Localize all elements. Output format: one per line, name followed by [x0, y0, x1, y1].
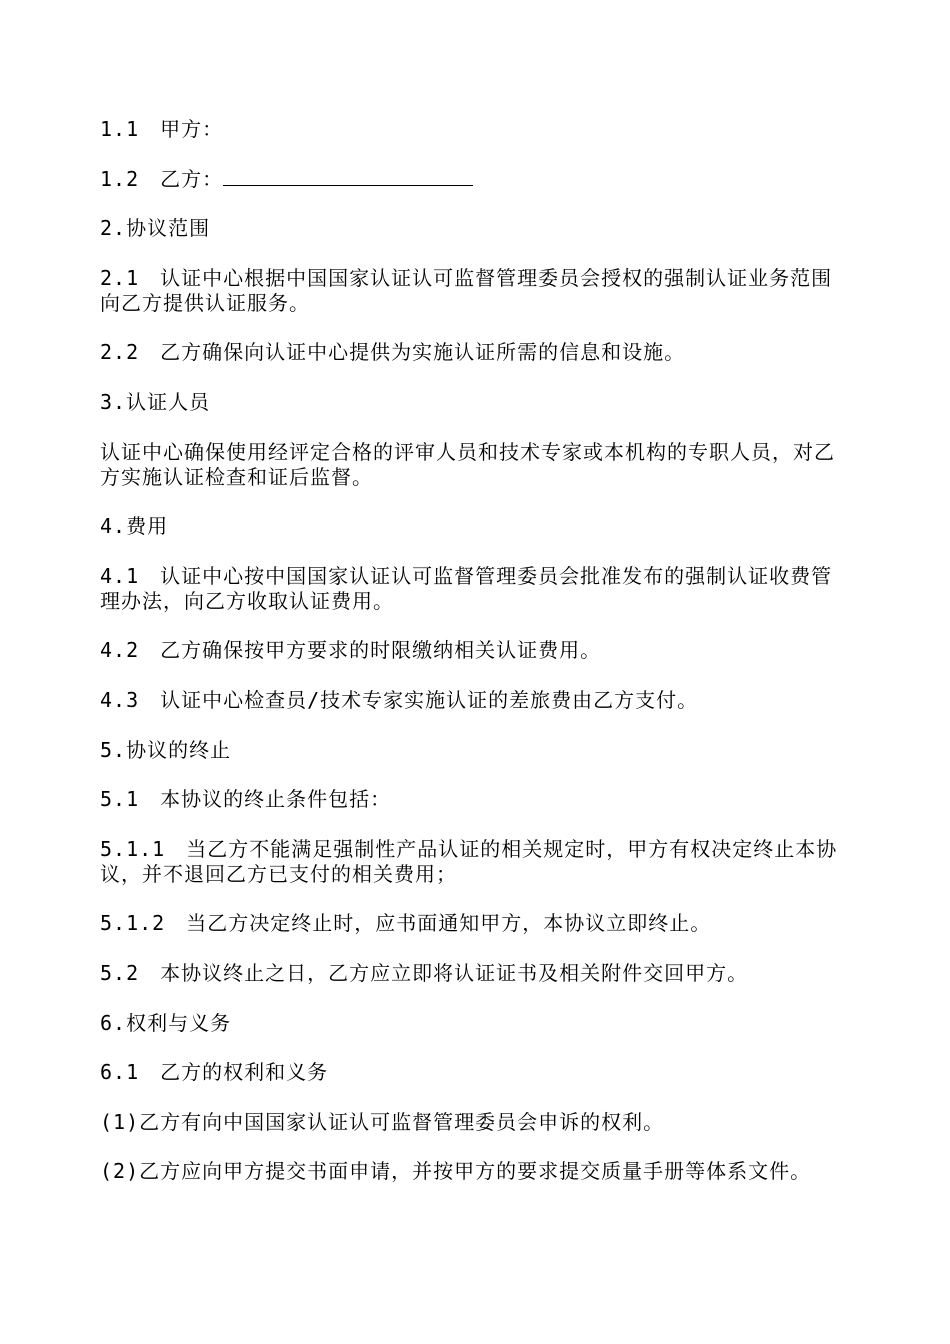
paragraph: 5.2 本协议终止之日，乙方应立即将认证证书及相关附件交回甲方。: [100, 960, 749, 985]
section-heading: 4.费用: [100, 514, 169, 539]
document-page: [100, 117, 852, 1184]
paragraph: 5.1.2 当乙方决定终止时，应书面通知甲方，本协议立即终止。: [100, 911, 712, 936]
section-heading: 3.认证人员: [100, 389, 211, 414]
paragraph: 5.1 本协议的终止条件包括：: [100, 787, 392, 812]
section-heading: 5.协议的终止: [100, 737, 232, 762]
paragraph: 6.1 乙方的权利和义务: [100, 1060, 329, 1085]
section-heading: 6.权利与义务: [100, 1010, 232, 1035]
paragraph: 4.3 认证中心检查员/技术专家实施认证的差旅费由乙方支付。: [100, 687, 699, 712]
paragraph-text: 1.1 甲方：: [100, 117, 224, 141]
section-heading: 2.协议范围: [100, 216, 211, 241]
party-b-blank-underline: [223, 167, 473, 186]
paragraph-text: 1.2 乙方：: [100, 166, 224, 191]
party-a-line: [100, 117, 852, 142]
party-b-line: [100, 167, 852, 192]
paragraph: 认证中心确保使用经评定合格的评审人员和技术专家或本机构的专职人员，对乙方实施认证检查和证后监督。: [100, 439, 835, 489]
paragraph: 4.1 认证中心按中国国家认证认可监督管理委员会批准发布的强制认证收费管理办法，向乙方收取认证费用。: [100, 563, 833, 613]
paragraph: 4.2 乙方确保按甲方要求的时限缴纳相关认证费用。: [100, 638, 602, 663]
paragraph: 5.1.1 当乙方不能满足强制性产品认证的相关规定时，甲方有权决定终止本协议，并不退回乙方已支付的相关费用；: [100, 836, 838, 886]
paragraph: 2.1 认证中心根据中国国家认证认可监督管理委员会授权的强制认证业务范围向乙方提供认证服务。: [100, 265, 833, 315]
paragraph: (2)乙方应向甲方提交书面申请，并按甲方的要求提交质量手册等体系文件。: [100, 1159, 812, 1184]
paragraph: (1)乙方有向中国国家认证认可监督管理委员会申诉的权利。: [100, 1109, 665, 1134]
paragraph: 2.2 乙方确保向认证中心提供为实施认证所需的信息和设施。: [100, 340, 686, 365]
